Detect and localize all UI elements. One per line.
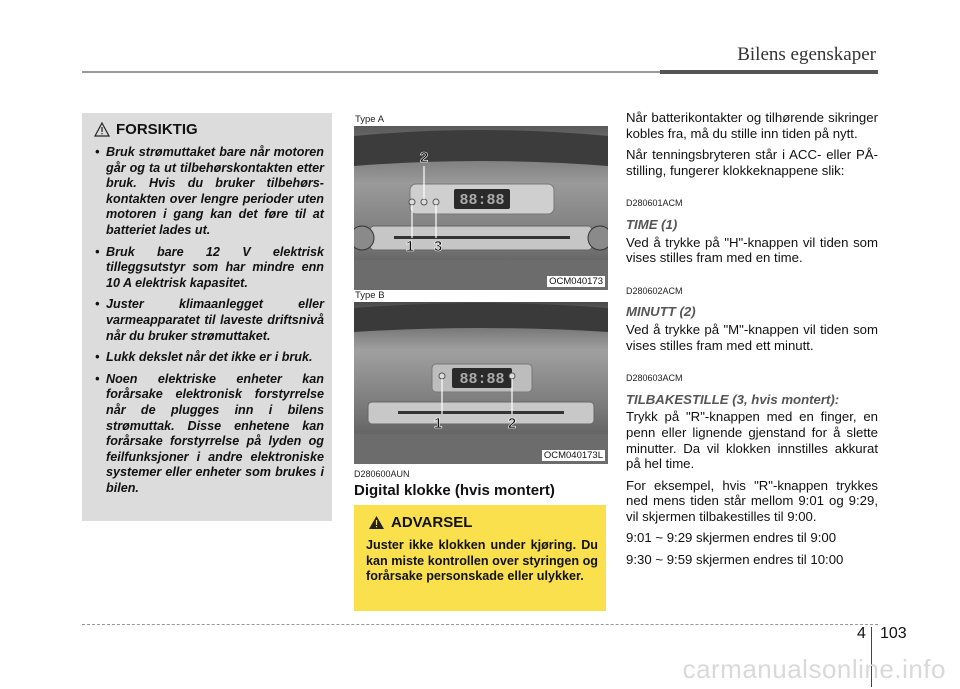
callout-1-b: 1 (433, 415, 443, 432)
intro-paragraph-1: Når batterikontakter og tilhørende sikringer kobles fra, må du stille inn tiden på nytt. (626, 110, 878, 141)
figure-b-code: OCM040173L (543, 450, 603, 461)
caution-heading (94, 121, 198, 138)
warning-triangle-icon (368, 515, 385, 530)
intro-paragraph-2: Når tenningsbryteren står i ACC- eller PÅ-stilling, fungerer klokkeknappene slik: (626, 147, 878, 178)
time-text: Ved å trykke på "H"-knappen vil tiden som vises stilles fram med en time. (626, 234, 878, 266)
section-code: D280600AUN (354, 469, 410, 479)
caution-item: • Lukk dekslet når det ikke er i bruk. (92, 350, 324, 366)
page-header-title: Bilens egenskaper (737, 44, 876, 65)
figure-a-code: OCM040173 (549, 276, 603, 287)
callout-2-b: 2 (507, 415, 517, 432)
right-column (626, 110, 878, 574)
chapter-number: 4 (857, 625, 866, 642)
caution-item: • Bruk strømuttaket bare når motoren går og ta ut tilbehørskontakten etter bruk. Hvis du bruker tilbehørs-kontakten over lengre perioder uten motoren i gang kan det føre til at batteriet lades ut. (92, 145, 324, 239)
minute-code: D280602ACM (626, 285, 683, 296)
figure-b-clock: 88:88 (459, 371, 505, 388)
figure-a (354, 126, 608, 290)
time-heading: TIME (1) (626, 216, 678, 232)
caution-title: FORSIKTIG (116, 121, 198, 138)
caution-triangle-icon (94, 122, 110, 137)
figure-a-type-label: Type A (355, 114, 385, 125)
section-title: Digital klokke (hvis montert) (354, 482, 555, 499)
reset-text: Trykk på "R"-knappen med en finger, en penn eller lignende gjenstand for å slette minutter. Da vil klokken innstilles akkurat på hel time. (626, 409, 878, 472)
range-line-2: 9:30 ~ 9:59 skjermen endres til 10:00 (626, 552, 844, 568)
footer-rule (82, 624, 878, 626)
warning-box (354, 505, 606, 611)
figure-b-type-label: Type B (355, 290, 385, 301)
caution-item: • Juster klimaanlegget eller varmeapparatet til laveste driftsnivå når du bruker strømuttaket. (92, 297, 324, 344)
figure-b (354, 302, 608, 464)
caution-item: • Noen elektriske enheter kan forårsake elektronisk forstyrrelse når de plugges inn i bilens strømuttak. Disse enhetene kan forårsake forstyrrelse på lyden og feilfunksjoner i andre elektroniske systemer eller enheter som brukes i bilen. (92, 372, 324, 497)
reset-code: D280603ACM (626, 373, 683, 384)
page-number: 103 (880, 625, 907, 642)
caution-list (92, 145, 324, 502)
figure-b-image (354, 302, 608, 464)
header-rule-accent (660, 70, 878, 74)
caution-item: • Bruk bare 12 V elektrisk tilleggsutstyr som har mindre enn 10 A elektrisk kapasitet. (92, 245, 324, 292)
callout-2-a: 2 (419, 149, 429, 166)
figure-a-image (354, 126, 608, 290)
figure-a-clock: 88:88 (459, 192, 505, 209)
example-text: For eksempel, hvis "R"-knappen trykkes ned mens tiden står mellom 9:01 og 9:29, vil skjermen tilbakestilles til 9:00. (626, 477, 878, 524)
minute-heading: MINUTT (2) (626, 304, 696, 320)
caution-box (82, 113, 332, 521)
range-line-1: 9:01 ~ 9:29 skjermen endres til 9:00 (626, 530, 837, 546)
callout-3-a: 3 (433, 238, 443, 255)
watermark: carmanualsonline.info (682, 654, 946, 684)
minute-text: Ved å trykke på "M"-knappen vil tiden som vises stilles fram med ett minutt. (626, 321, 878, 353)
warning-title: ADVARSEL (391, 514, 473, 531)
callout-1-a: 1 (405, 238, 415, 255)
warning-text: Juster ikke klokken under kjøring. Du kan miste kontrollen over styringen og forårsake personskade eller ulykker. (366, 538, 598, 584)
reset-heading: TILBAKESTILLE (3, hvis montert): (626, 391, 840, 407)
time-code: D280601ACM (626, 198, 683, 209)
warning-heading (368, 514, 472, 531)
